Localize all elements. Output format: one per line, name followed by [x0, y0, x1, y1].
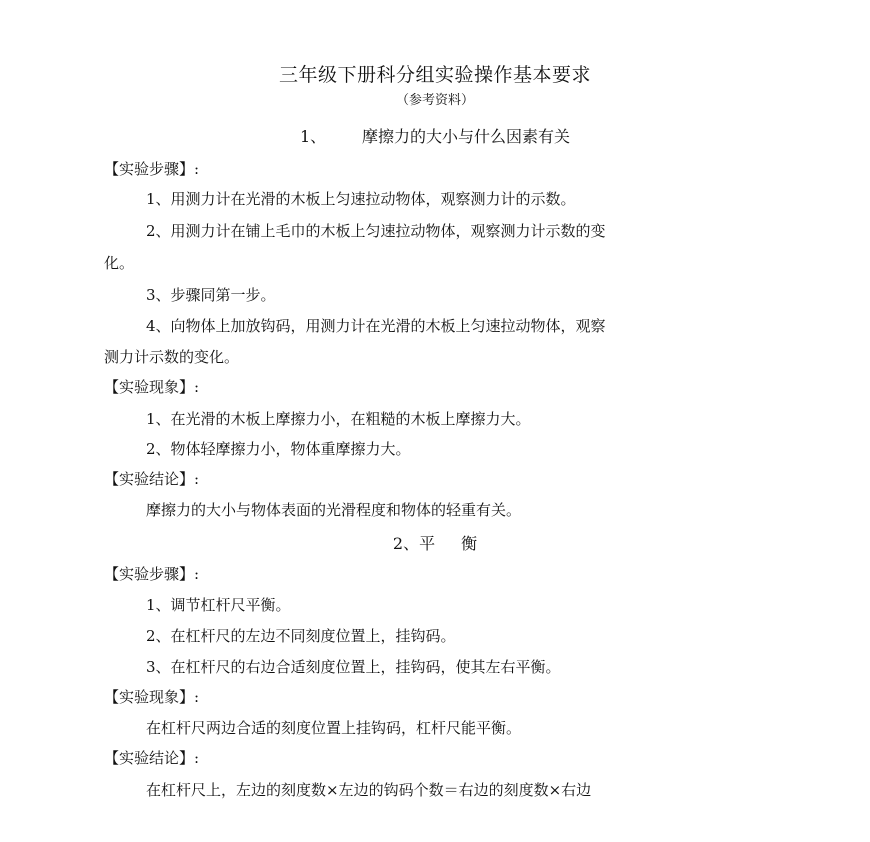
section-2-phenomenon: 在杠杆尺两边合适的刻度位置上挂钩码，杠杆尺能平衡。 [146, 719, 522, 737]
document-title: 三年级下册科分组实验操作基本要求 [278, 64, 591, 86]
section-2-conclusion-label: 【实验结论】: [104, 749, 200, 767]
section-1-number: 1、 [299, 127, 327, 146]
section-1-steps-label: 【实验步骤】: [104, 160, 200, 178]
section-1-step-continued: 化。 [104, 254, 135, 272]
section-2-steps-label: 【实验步骤】: [104, 565, 200, 583]
section-1-title: 摩擦力的大小与什么因素有关 [361, 127, 570, 146]
section-2-step: 1、调节杠杆尺平衡。 [146, 596, 291, 614]
section-2-heading [0, 533, 870, 555]
section-2-title: 衡 [461, 534, 478, 553]
document-subtitle: （参考资料） [395, 93, 474, 108]
section-2-step: 2、在杠杆尺的左边不同刻度位置上，挂钩码。 [146, 627, 456, 645]
section-1-phenomenon: 1、在光滑的木板上摩擦力小，在粗糙的木板上摩擦力大。 [146, 410, 531, 428]
section-1-step: 3、步骤同第一步。 [146, 286, 276, 304]
section-1-step: 2、用测力计在铺上毛巾的木板上匀速拉动物体，观察测力计示数的变 [146, 222, 606, 240]
section-1-conclusion: 摩擦力的大小与物体表面的光滑程度和物体的轻重有关。 [146, 501, 522, 519]
section-2-conclusion: 在杠杆尺上，左边的刻度数×左边的钩码个数＝右边的刻度数×右边 [146, 781, 592, 799]
section-1-step: 4、向物体上加放钩码，用测力计在光滑的木板上匀速拉动物体，观察 [146, 317, 606, 335]
section-1-step: 1、用测力计在光滑的木板上匀速拉动物体，观察测力计的示数。 [146, 190, 576, 208]
section-1-phenomena-label: 【实验现象】: [104, 378, 200, 396]
section-1-heading [0, 126, 870, 148]
section-2-phenomena-label: 【实验现象】: [104, 688, 200, 706]
section-1-step-continued: 测力计示数的变化。 [104, 348, 240, 366]
section-2-step: 3、在杠杆尺的右边合适刻度位置上，挂钩码，使其左右平衡。 [146, 658, 561, 676]
section-1-conclusion-label: 【实验结论】: [104, 470, 200, 488]
section-2-number: 2、平 [392, 534, 436, 553]
section-1-phenomenon: 2、物体轻摩擦力小，物体重摩擦力大。 [146, 440, 411, 458]
